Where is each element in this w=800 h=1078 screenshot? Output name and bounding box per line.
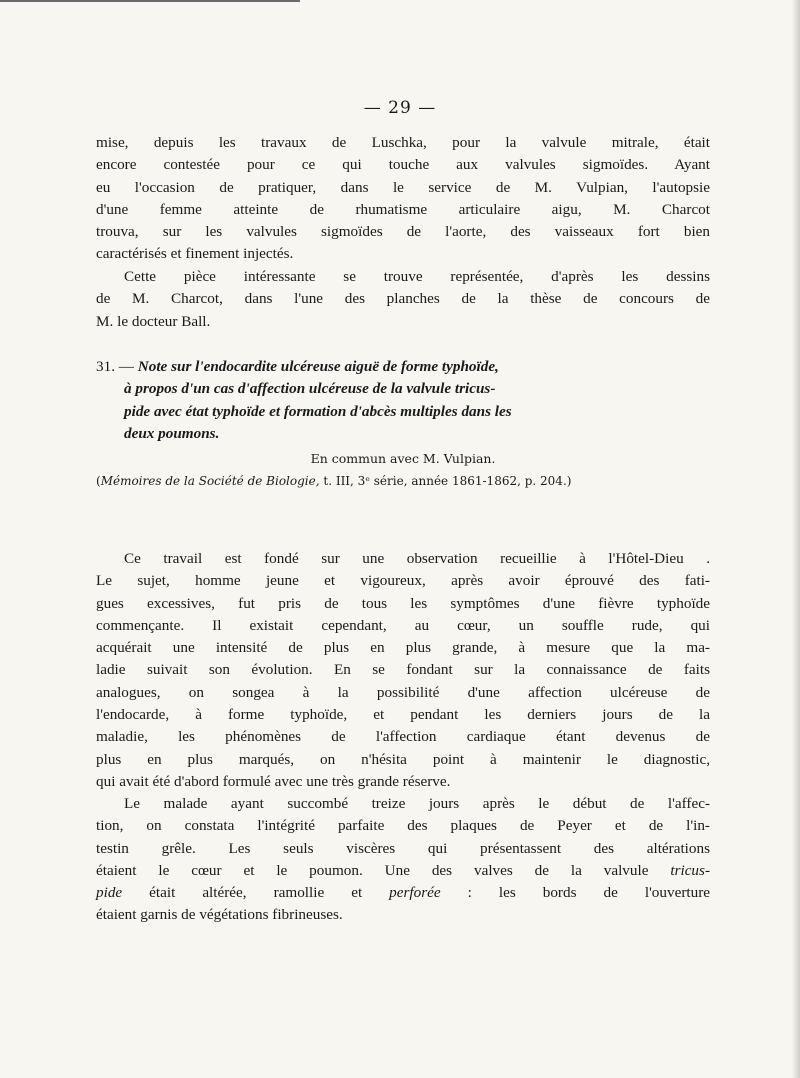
citation-open: (: [96, 474, 101, 489]
text-run: était altérée, ramollie et: [122, 884, 390, 902]
page-edge-shadow: [792, 0, 800, 1078]
text-line: Cette pièce intéressante se trouve représentée, d'après les dessins: [124, 268, 710, 285]
top-rule: [0, 0, 300, 2]
italic-term: perforée: [389, 884, 441, 902]
text-run: : les bords de l'ouverture: [440, 884, 710, 902]
text-line: M. le docteur Ball.: [96, 312, 211, 330]
citation-details: t. III, 3ᵉ série, année 1861-1862, p. 204.): [319, 474, 572, 489]
citation-journal: Mémoires de la Société de Biologie,: [100, 474, 320, 489]
entry-title-line: pide avec état typhoïde et formation d'abcès multiples dans les: [124, 402, 512, 420]
entry-title-line: à propos d'un cas d'affection ulcéreuse de la valvule tricus-: [124, 380, 496, 398]
text-line: eu l'occasion de pratiquer, dans le service de M. Vulpian, l'autopsie: [96, 178, 710, 196]
entry-title-line: deux poumons.: [124, 424, 220, 442]
paragraph-4: [96, 793, 710, 927]
text-line: trouva, sur les valvules sigmoïdes de l'aorte, des vaisseaux fort bien: [96, 223, 710, 241]
text-line: testin grêle. Les seuls viscères qui présentassent des altérations: [96, 839, 710, 857]
text-line: plus en plus marqués, on n'hésita point à maintenir le diagnostic,: [96, 750, 710, 768]
text-line: d'une femme atteinte de rhumatisme articulaire aigu, M. Charcot: [96, 200, 710, 218]
paragraph-2: [96, 266, 710, 333]
text-line: commençante. Il existait cependant, au cœur, un souffle rude, qui: [96, 616, 710, 634]
text-line: acquérait une intensité de plus en plus grande, à mesure que la ma-: [96, 639, 710, 657]
text-line: maladie, les phénomènes de l'affection cardiaque étant devenus de: [96, 728, 710, 746]
text-line: caractérisés et finement injectés.: [96, 245, 294, 263]
text-line: étaient garnis de végétations fibrineuses.: [96, 906, 343, 924]
text-line: Le malade ayant succombé treize jours après le début de l'affec-: [124, 795, 710, 812]
text-line: mise, depuis les travaux de Luschka, pour la valvule mitrale, était: [96, 134, 710, 151]
text-line: l'endocarde, à forme typhoïde, et pendant les derniers jours de la: [96, 706, 710, 724]
citation: [96, 471, 710, 491]
text-line: [96, 882, 710, 904]
italic-term: tricus-: [670, 861, 710, 879]
text-line: de M. Charcot, dans l'une des planches de la thèse de concours de: [96, 290, 710, 308]
entry-title-line: [96, 356, 710, 378]
text-line: encore contestée pour ce qui touche aux valvules sigmoïdes. Ayant: [96, 156, 710, 174]
text-line: Le sujet, homme jeune et vigoureux, après avoir éprouvé des fati-: [96, 572, 710, 590]
paragraph-3: [96, 548, 710, 793]
text-line: [96, 860, 710, 882]
entry-number: 31. —: [96, 358, 138, 375]
text-line: analogues, on songea à la possibilité d'une affection ulcéreuse de: [96, 683, 710, 701]
coauthor-note: En commun avec M. Vulpian.: [310, 451, 496, 467]
bibliography-entry-31: [96, 356, 710, 491]
text-line: tion, on constata l'intégrité parfaite des plaques de Peyer et de l'in-: [96, 817, 710, 835]
text-line: qui avait été d'abord formulé avec une très grande réserve.: [96, 772, 451, 790]
italic-term: pide: [96, 884, 123, 902]
text-line: Ce travail est fondé sur une observation recueillie à l'Hôtel-Dieu .: [124, 550, 710, 567]
text-line: ladie suivait son évolution. En se fondant sur la connaissance de faits: [96, 661, 710, 679]
page-number: — 29 —: [363, 98, 437, 118]
text-line: gues excessives, fut pris de tous les symptômes d'une fièvre typhoïde: [96, 594, 710, 612]
text-run: étaient le cœur et le poumon. Une des valves de la valvule: [96, 861, 671, 879]
entry-title-text: Note sur l'endocardite ulcéreuse aiguë de forme typhoïde,: [137, 358, 499, 375]
paragraph-1: [96, 132, 710, 266]
